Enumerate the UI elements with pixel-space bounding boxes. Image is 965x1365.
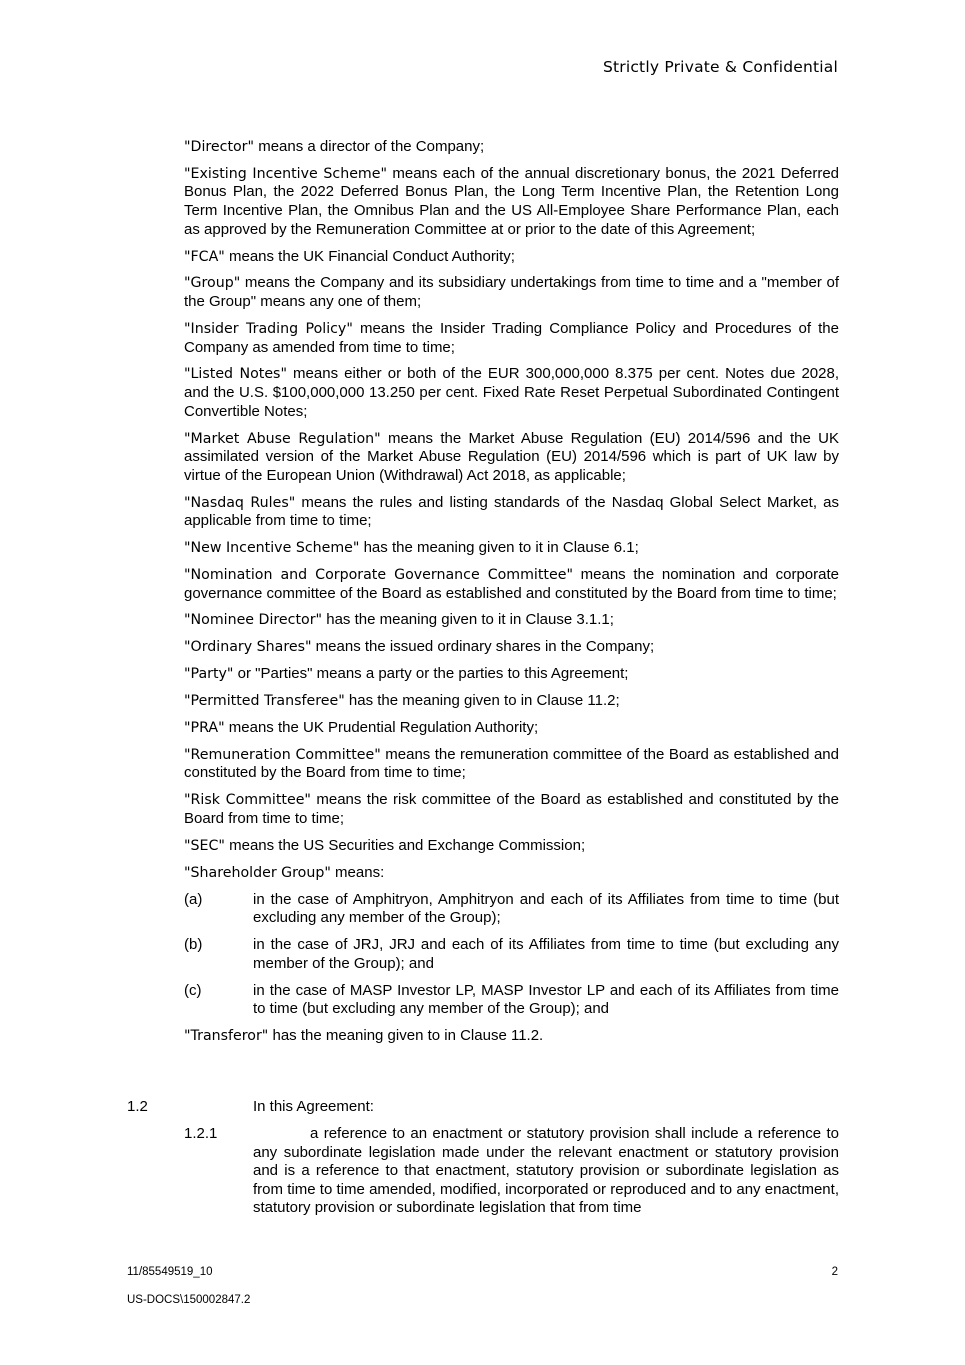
confidentiality-header: Strictly Private & Confidential: [602, 58, 838, 76]
definition-remuneration-committee: "Remuneration Committee" means the remuneration committee of the Board as established and constituted by the Board from time to time;: [184, 745, 839, 782]
definition-market-abuse-regulation: "Market Abuse Regulation" means the Market Abuse Regulation (EU) 2014/596 and the UK assimilated version of the Market Abuse Regulation (EU) 2014/596 which is part of UK law by virtue of the European Union (Withdrawal) Act 2018, as applicable;: [184, 429, 840, 484]
shareholder-group-item-b: (b) in the case of JRJ, JRJ and each of its Affiliates from time to time (but excluding any member of the Group); and: [184, 936, 839, 972]
footer-doc-ref: 11/85549519_10: [127, 1266, 213, 1278]
definition-shareholder-group: "Shareholder Group" means:: [184, 863, 385, 881]
definition-sec: "SEC" means the US Securities and Exchange Commission;: [184, 836, 586, 854]
definitions-section: [184, 138, 839, 1054]
definition-director: "Director" means a director of the Company;: [184, 138, 485, 155]
definition-pra: "PRA" means the UK Prudential Regulation Authority;: [184, 719, 539, 736]
definition-nominee-director: "Nominee Director" has the meaning given to it in Clause 3.1.1;: [184, 611, 614, 629]
definition-risk-committee: "Risk Committee" means the risk committee of the Board as established and constituted by the Board from time to time;: [184, 791, 839, 827]
definition-nomination-committee: "Nomination and Corporate Governance Committee" means the nomination and corporate governance committee of the Board as established and constituted by the Board from time to time;: [184, 565, 839, 602]
footer-docs-ref: US-DOCS\150002847.2: [127, 1294, 251, 1306]
definition-listed-notes: "Listed Notes" means either or both of the EUR 300,000,000 8.375 per cent. Notes due 2028, and the U.S. $100,000,000 13.250 per cent. Fixed Rate Reset Perpetual Subordinated Contingent Convertible Notes;: [184, 365, 839, 420]
shareholder-group-item-a: (a) in the case of Amphitryon, Amphitryon and each of its Affiliates from time to time (but excluding any member of the Group);: [184, 890, 839, 927]
definition-insider-trading-policy: "Insider Trading Policy" means the Insider Trading Compliance Policy and Procedures of the Company as amended from time to time;: [184, 319, 839, 356]
definition-permitted-transferee: "Permitted Transferee" has the meaning given to in Clause 11.2;: [184, 692, 620, 710]
definition-party: "Party" or "Parties" means a party or the parties to this Agreement;: [184, 665, 629, 683]
page-number: 2: [831, 1266, 838, 1278]
definition-fca: "FCA" means the UK Financial Conduct Authority;: [184, 247, 515, 265]
clause-1-2-1: 1.2.1 a reference to an enactment or statutory provision shall include a reference to any subordinate legislation made under the relevant enactment or statutory provision and is a reference to that enactment, statutory provision or subordinate legislation as from time to time amended, modified, incorporated or reproduced and to any enactment, statutory provision or subordinate legislation that from time: [184, 1125, 839, 1217]
definition-ordinary-shares: "Ordinary Shares" means the issued ordinary shares in the Company;: [184, 638, 655, 656]
shareholder-group-item-c: (c) in the case of MASP Investor LP, MASP Investor LP and each of its Affiliates from time to time (but excluding any member of the Group); and: [184, 981, 839, 1018]
definition-transferor: "Transferor" has the meaning given to in Clause 11.2.: [184, 1027, 544, 1045]
definition-group: "Group" means the Company and its subsidiary undertakings from time to time and a "member of the Group" means any one of them;: [184, 274, 839, 311]
definition-existing-incentive-scheme: "Existing Incentive Scheme" means each of the annual discretionary bonus, the 2021 Deferred Bonus Plan, the 2022 Deferred Bonus Plan, the Long Term Incentive Plan, the Retention Long Term Incentive Plan, the Omnibus Plan and the US All-Employee Share Performance Plan, each as approved by the Remuneration Committee at or prior to the date of this Agreement;: [184, 164, 840, 238]
definition-new-incentive-scheme: "New Incentive Scheme" has the meaning given to it in Clause 6.1;: [184, 539, 639, 557]
definition-nasdaq-rules: "Nasdaq Rules" means the rules and listing standards of the Nasdaq Global Select Market, as applicable from time to time;: [184, 493, 839, 530]
